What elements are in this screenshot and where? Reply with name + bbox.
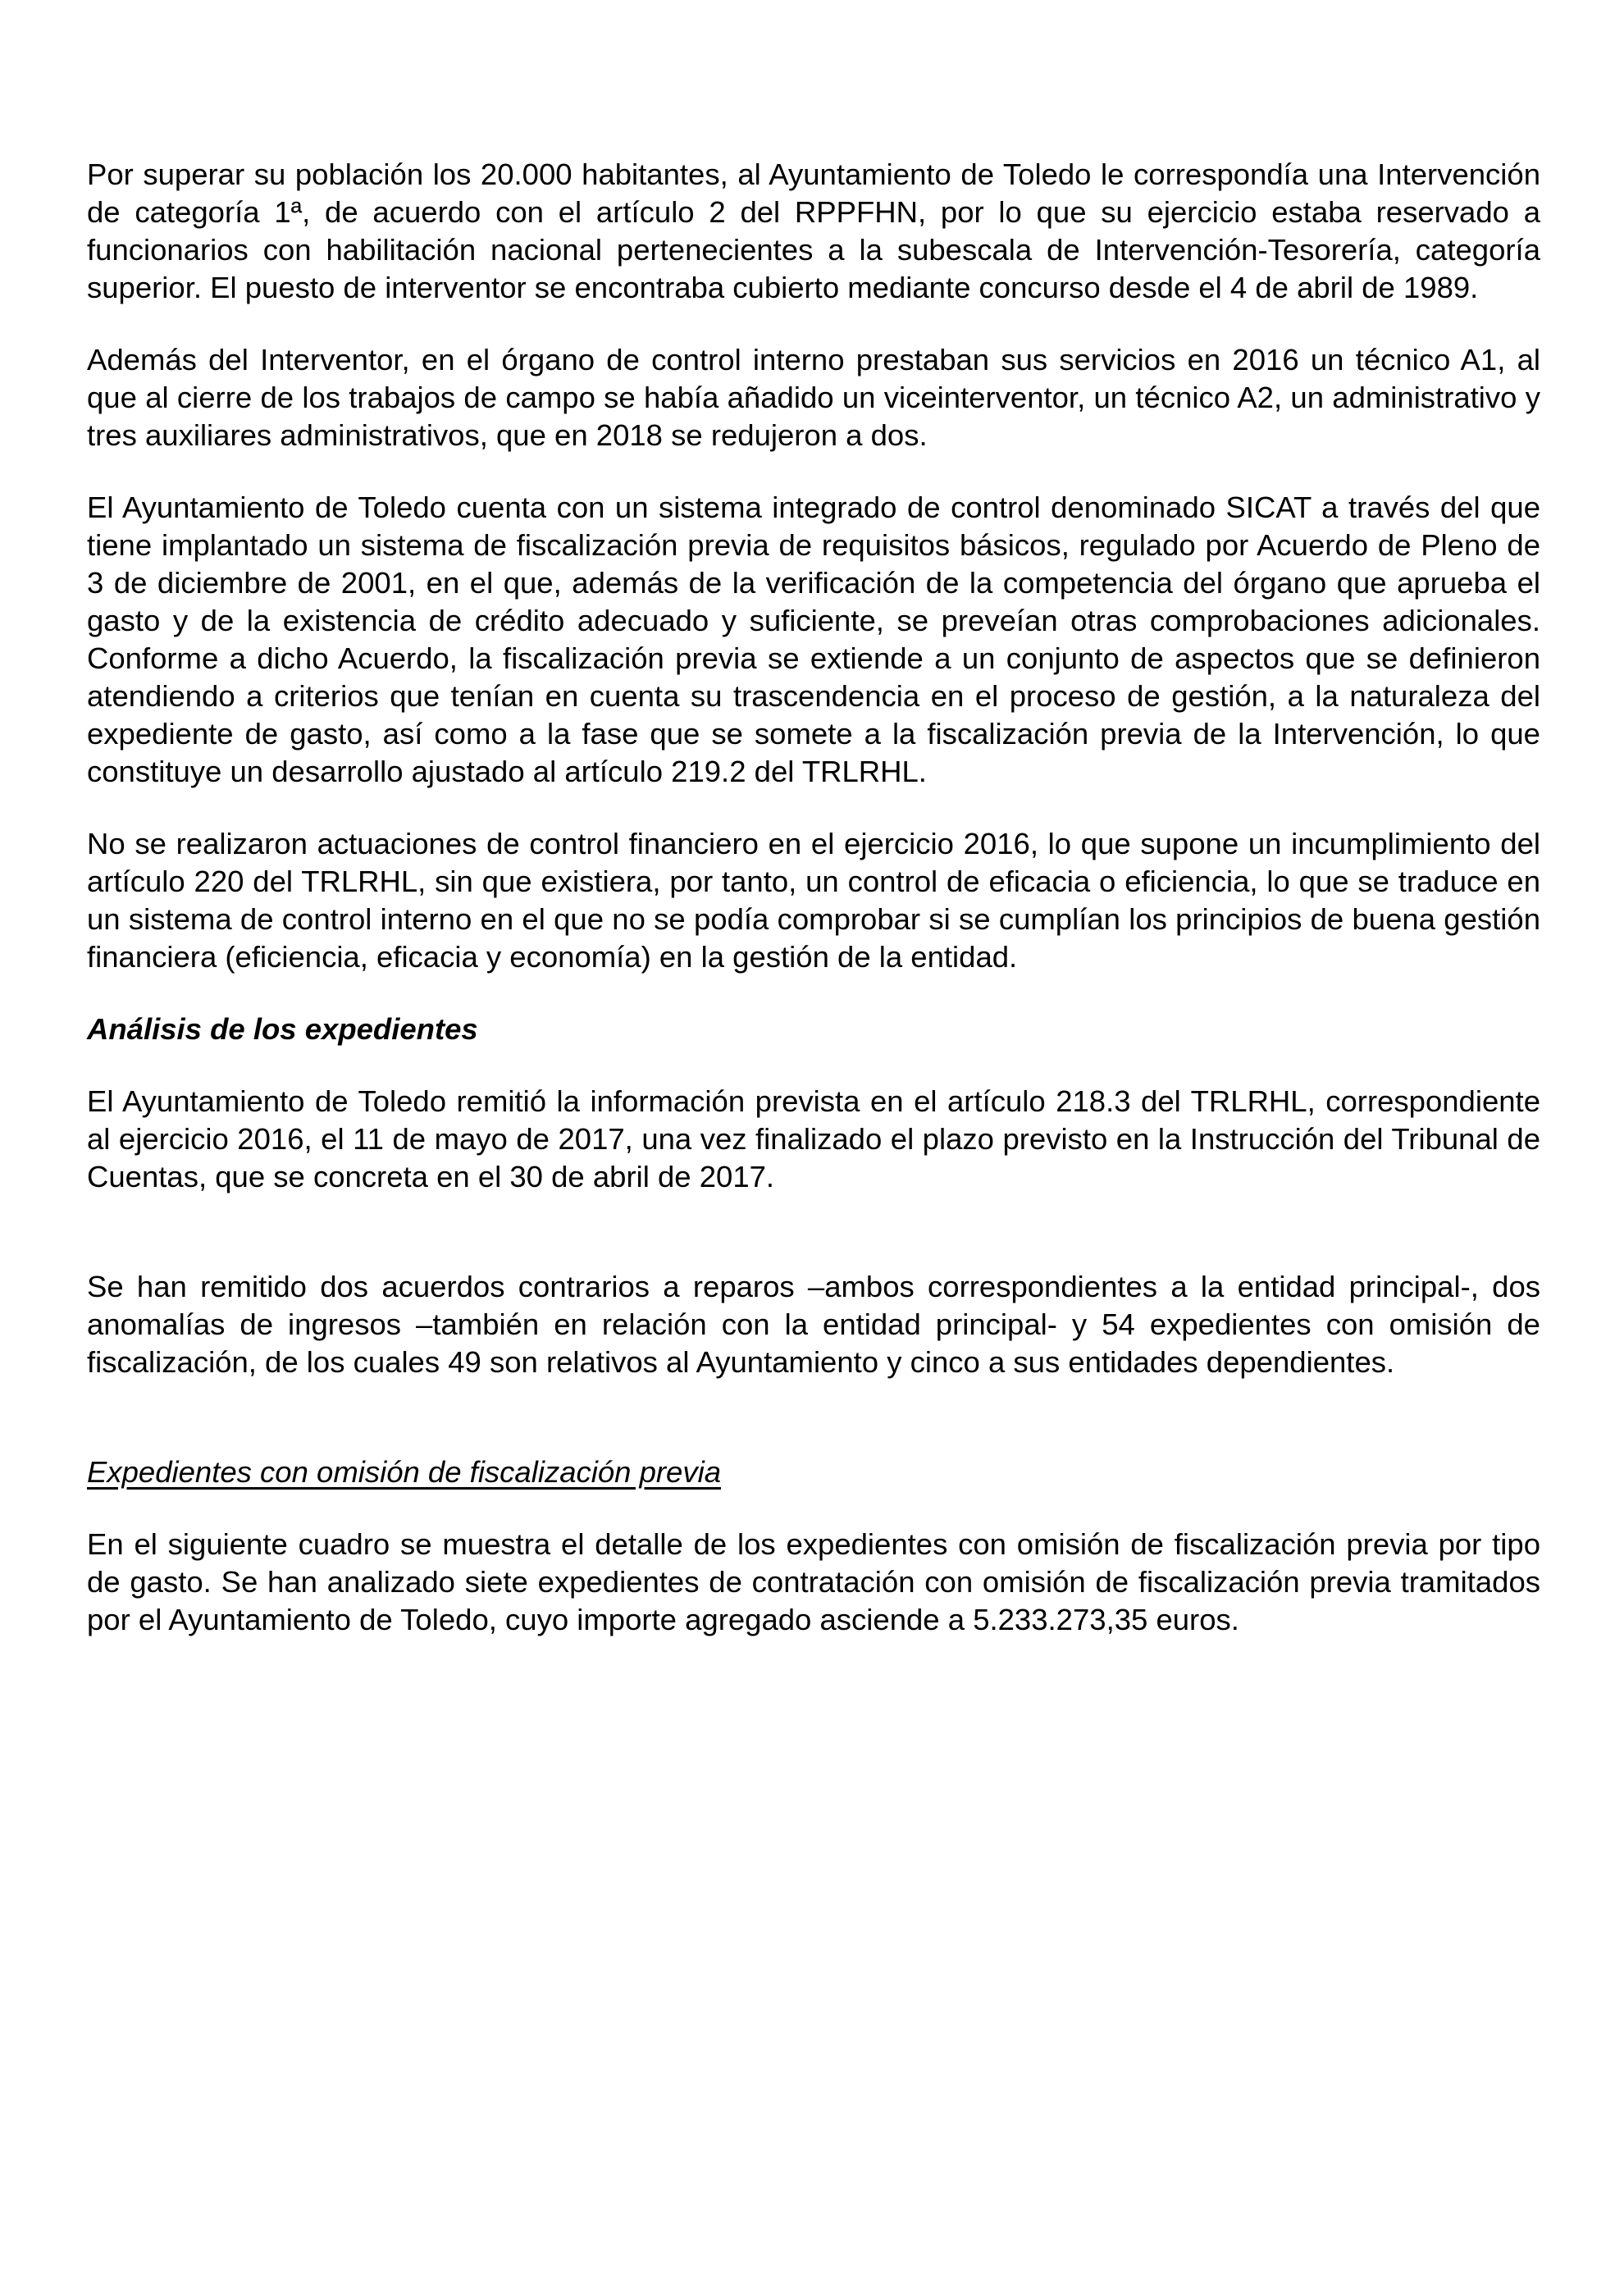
paragraph-acuerdos-reparos: Se han remitido dos acuerdos contrarios a reparos –ambos correspondientes a la entidad principal-, dos anomalías de ingresos –también en relación con la entidad principal- y 54 expedientes con omisión de fiscalización, de los cuales 49 son relativos al Ayuntamiento y cinco a sus entidades dependientes.: [87, 1270, 1540, 1379]
document-page: [87, 156, 1540, 1639]
paragraph-detalle-expedientes: En el siguiente cuadro se muestra el detalle de los expedientes con omisión de fiscalización previa por tipo de gasto. Se han analizado siete expedientes de contratación con omisión de fiscalización previa tramitados por el Ayuntamiento de Toledo, cuyo importe agregado asciende a 5.233.273,35 euros.: [87, 1527, 1540, 1636]
paragraph-sistema-sicat: El Ayuntamiento de Toledo cuenta con un sistema integrado de control denominado SICAT a través del que tiene implantado un sistema de fiscalización previa de requisitos básicos, regulado por Acuerdo de Pleno de 3 de diciembre de 2001, en el que, además de la verificación de la competencia del órgano que aprueba el gasto y de la existencia de crédito adecuado y suficiente, se preveían otras comprobaciones adicionales. Conforme a dicho Acuerdo, la fiscalización previa se extiende a un conjunto de aspectos que se definieron atendiendo a criterios que tenían en cuenta su trascendencia en el proceso de gestión, a la naturaleza del expediente de gasto, así como a la fase que se somete a la fiscalización previa de la Intervención, lo que constituye un desarrollo ajustado al artículo 219.2 del TRLRHL.: [87, 491, 1540, 788]
paragraph-intervencion-categoria: Por superar su población los 20.000 habitantes, al Ayuntamiento de Toledo le correspondía una Intervención de categoría 1ª, de acuerdo con el artículo 2 del RPPFHN, por lo que su ejercicio estaba reservado a funcionarios con habilitación nacional pertenecientes a la subescala de Intervención-Tesorería, categoría superior. El puesto de interventor se encontraba cubierto mediante concurso desde el 4 de abril de 1989.: [87, 157, 1540, 304]
section-heading-analisis: Análisis de los expedientes: [87, 1012, 478, 1046]
paragraph-remision-informacion: El Ayuntamiento de Toledo remitió la información prevista en el artículo 218.3 del TRLRHL, correspondiente al ejercicio 2016, el 11 de mayo de 2017, una vez finalizado el plazo previsto en la Instrucción del Tribunal de Cuentas, que se concreta en el 30 de abril de 2017.: [87, 1084, 1540, 1193]
paragraph-control-financiero: No se realizaron actuaciones de control financiero en el ejercicio 2016, lo que supone un incumplimiento del artículo 220 del TRLRHL, sin que existiera, por tanto, un control de eficacia o eficiencia, lo que se traduce en un sistema de control interno en el que no se podía comprobar si se cumplían los principios de buena gestión financiera (eficiencia, eficacia y economía) en la gestión de la entidad.: [87, 827, 1540, 974]
paragraph-personal-control-interno: Además del Interventor, en el órgano de control interno prestaban sus servicios en 2016 un técnico A1, al que al cierre de los trabajos de campo se había añadido un viceinterventor, un técnico A2, un administrativo y tres auxiliares administrativos, que en 2018 se redujeron a dos.: [87, 343, 1540, 452]
subsection-heading-omision: Expedientes con omisión de fiscalización previa: [87, 1455, 722, 1489]
